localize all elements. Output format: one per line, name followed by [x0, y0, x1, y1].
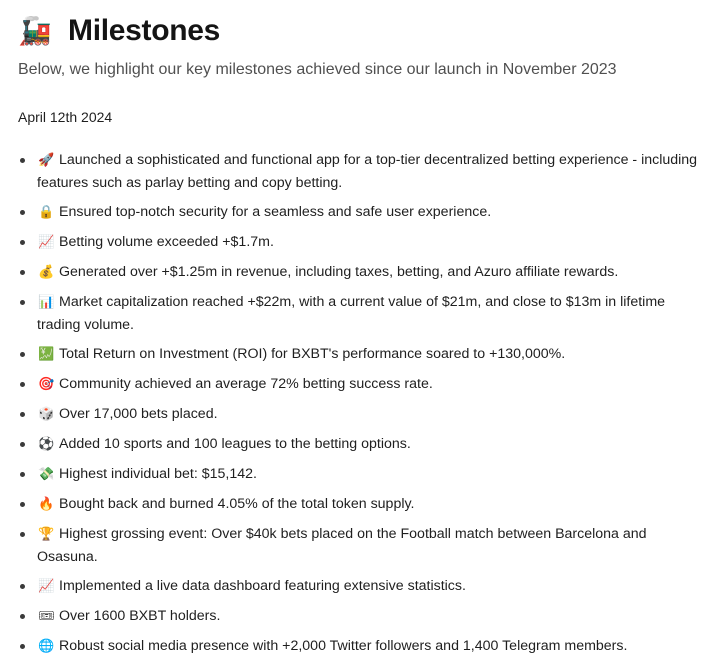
bullet-dot	[20, 472, 25, 477]
chart-increasing-icon: 📈	[38, 579, 55, 594]
milestone-text: Generated over +$1.25m in revenue, including taxes, betting, and Azuro affiliate rewards.	[59, 264, 619, 280]
bullet-dot	[20, 300, 25, 305]
chart-increasing-yen-icon: 💹	[38, 347, 55, 362]
bullet-dot	[20, 532, 25, 537]
milestone-item	[16, 403, 706, 426]
milestone-text: Community achieved an average 72% betting success rate.	[59, 376, 433, 392]
milestone-item	[16, 201, 706, 224]
bullet-dot	[20, 442, 25, 447]
milestone-item	[16, 433, 706, 456]
bar-chart-icon: 📊	[38, 295, 55, 310]
milestone-text: Bought back and burned 4.05% of the total token supply.	[59, 496, 415, 512]
ticket-icon: 🎟	[38, 609, 55, 624]
milestone-text: Betting volume exceeded +$1.7m.	[59, 234, 274, 250]
page-subtitle: Below, we highlight our key milestones achieved since our launch in November 2023	[18, 61, 617, 78]
milestone-item	[16, 373, 706, 396]
bullet-dot	[20, 502, 25, 507]
milestone-item	[16, 463, 706, 486]
bullet-dot	[20, 382, 25, 387]
dice-icon: 🎲	[38, 407, 55, 422]
milestone-item	[16, 149, 706, 194]
bullet-dot	[20, 412, 25, 417]
milestone-item	[16, 261, 706, 284]
milestone-text: Over 1600 BXBT holders.	[59, 608, 221, 624]
bullet-dot	[20, 614, 25, 619]
milestone-item	[16, 493, 706, 516]
bullet-dot	[20, 352, 25, 357]
money-bag-icon: 💰	[38, 265, 55, 280]
milestone-text: Over 17,000 bets placed.	[59, 406, 218, 422]
milestone-text: Added 10 sports and 100 leagues to the betting options.	[59, 436, 411, 452]
milestone-text: Highest individual bet: $15,142.	[59, 466, 257, 482]
milestone-text: Total Return on Investment (ROI) for BXBT's performance soared to +130,000%.	[59, 346, 566, 362]
rocket-icon: 🚀	[38, 153, 55, 168]
bullet-dot	[20, 584, 25, 589]
milestone-text: Market capitalization reached +$22m, with a current value of $21m, and close to $13m in lifetime trading volume.	[37, 294, 666, 333]
milestone-text: Ensured top-notch security for a seamless and safe user experience.	[59, 204, 492, 220]
milestone-item	[16, 575, 706, 598]
page-title: Milestones	[68, 14, 221, 47]
fire-icon: 🔥	[38, 497, 55, 512]
direct-hit-icon: 🎯	[38, 377, 55, 392]
milestone-item	[16, 523, 706, 568]
globe-icon: 🌐	[38, 639, 55, 654]
milestone-text: Implemented a live data dashboard featuring extensive statistics.	[59, 578, 466, 594]
milestone-item	[16, 343, 706, 366]
chart-increasing-icon: 📈	[38, 235, 55, 250]
bullet-dot	[20, 210, 25, 215]
trophy-icon: 🏆	[38, 527, 55, 542]
lock-icon: 🔒	[38, 205, 55, 220]
bullet-dot	[20, 240, 25, 245]
milestone-item	[16, 635, 706, 658]
soccer-ball-icon: ⚽	[38, 437, 55, 452]
bullet-dot	[20, 270, 25, 275]
bullet-dot	[20, 644, 25, 649]
milestone-list	[16, 149, 706, 665]
title-row	[18, 9, 220, 53]
milestone-date: April 12th 2024	[18, 109, 113, 125]
milestone-item	[16, 605, 706, 628]
milestone-text: Launched a sophisticated and functional app for a top-tier decentralized betting experience - including features such as parlay betting and copy betting.	[37, 152, 698, 191]
milestone-item	[16, 291, 706, 336]
milestone-text: Highest grossing event: Over $40k bets placed on the Football match between Barcelona and Osasuna.	[37, 526, 647, 565]
money-with-wings-icon: 💸	[38, 467, 55, 482]
milestone-text: Robust social media presence with +2,000 Twitter followers and 1,400 Telegram members.	[59, 638, 628, 654]
locomotive-icon: 🚂	[18, 15, 52, 47]
milestone-item	[16, 231, 706, 254]
bullet-dot	[20, 158, 25, 163]
